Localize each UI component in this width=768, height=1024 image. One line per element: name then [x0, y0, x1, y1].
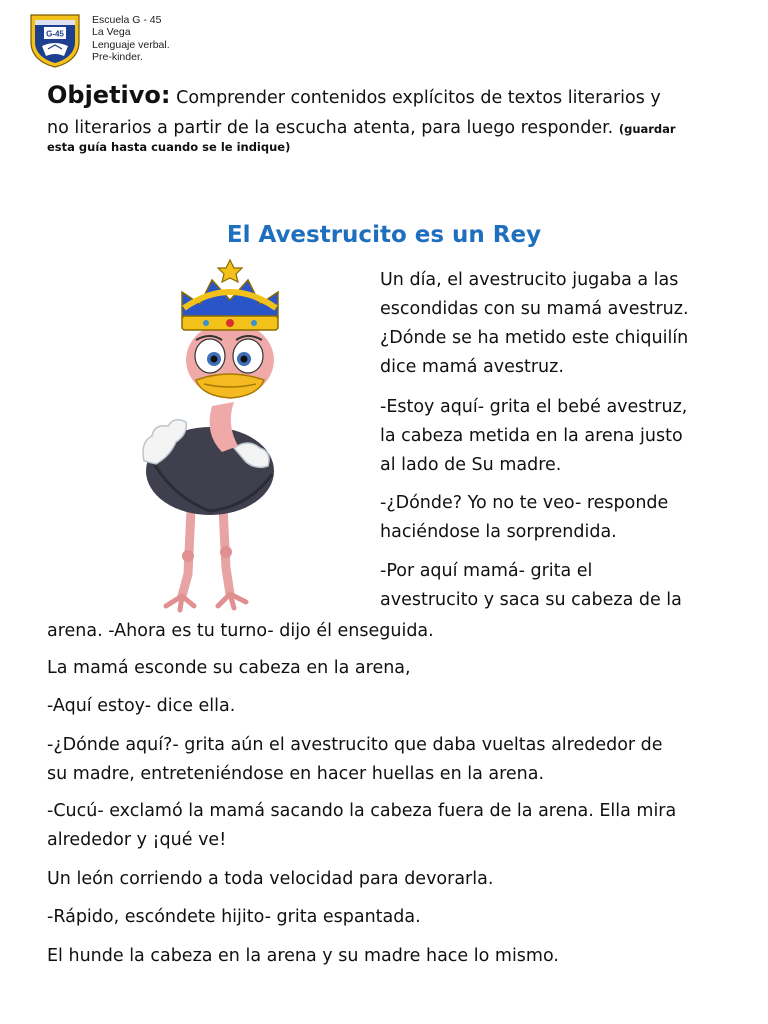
story-line: alrededor y ¡qué ve! [47, 830, 227, 850]
story-line: Un león corriendo a toda velocidad para devorarla. [47, 869, 494, 889]
subject-name: Lenguaje verbal. [92, 38, 170, 51]
school-info [92, 14, 170, 64]
story-line: -¿Dónde? Yo no te veo- responde [380, 493, 669, 513]
story-line: -Cucú- exclamó la mamá sacando la cabeza fuera de la arena. Ella mira [47, 801, 677, 821]
objective-section [47, 80, 737, 157]
story-line: La mamá esconde su cabeza en la arena, [47, 658, 411, 678]
story-line: El hunde la cabeza en la arena y su madre hace lo mismo. [47, 946, 559, 966]
story-line: al lado de Su madre. [380, 455, 562, 475]
story-line: arena. -Ahora es tu turno- dijo él enseguida. [47, 621, 434, 641]
crest-text: G-45 [46, 29, 64, 39]
story-line: escondidas con su mamá avestruz. [380, 299, 689, 319]
story-title: El Avestrucito es un Rey [226, 222, 542, 248]
story-line: ¿Dónde se ha metido este chiquilín [380, 328, 689, 348]
story-line: la cabeza metida en la arena justo [380, 426, 683, 446]
school-city: La Vega [92, 26, 131, 39]
school-crest-logo [28, 12, 82, 68]
story-line: -¿Dónde aquí?- grita aún el avestrucito que daba vueltas alrededor de [47, 735, 663, 755]
story-line: haciéndose la sorprendida. [380, 522, 617, 542]
crowned-ostrich-illustration [130, 256, 330, 614]
story-line: -Aquí estoy- dice ella. [47, 696, 236, 716]
story-line: -Estoy aquí- grita el bebé avestruz, [380, 397, 688, 417]
objective-note-part2: esta guía hasta cuando se le indique) [47, 140, 291, 154]
objective-text-line1: Comprender contenidos explícitos de textos literarios y [176, 88, 661, 108]
story-line: -Por aquí mamá- grita el [380, 561, 593, 581]
story-line: dice mamá avestruz. [380, 357, 564, 377]
objective-text-line2: no literarios a partir de la escucha atenta, para luego responder. [47, 118, 614, 138]
school-name: Escuela G - 45 [92, 14, 162, 26]
story-line: Un día, el avestrucito jugaba a las [380, 270, 679, 290]
story-line: avestrucito y saca su cabeza de la [380, 590, 682, 610]
objective-label: Objetivo: [47, 81, 171, 109]
grade-level: Pre-kinder. [92, 51, 143, 64]
story-line: su madre, entreteniéndose en hacer huellas en la arena. [47, 764, 545, 784]
story-line: -Rápido, escóndete hijito- grita espantada. [47, 907, 421, 927]
objective-note-part1: (guardar [618, 122, 676, 136]
